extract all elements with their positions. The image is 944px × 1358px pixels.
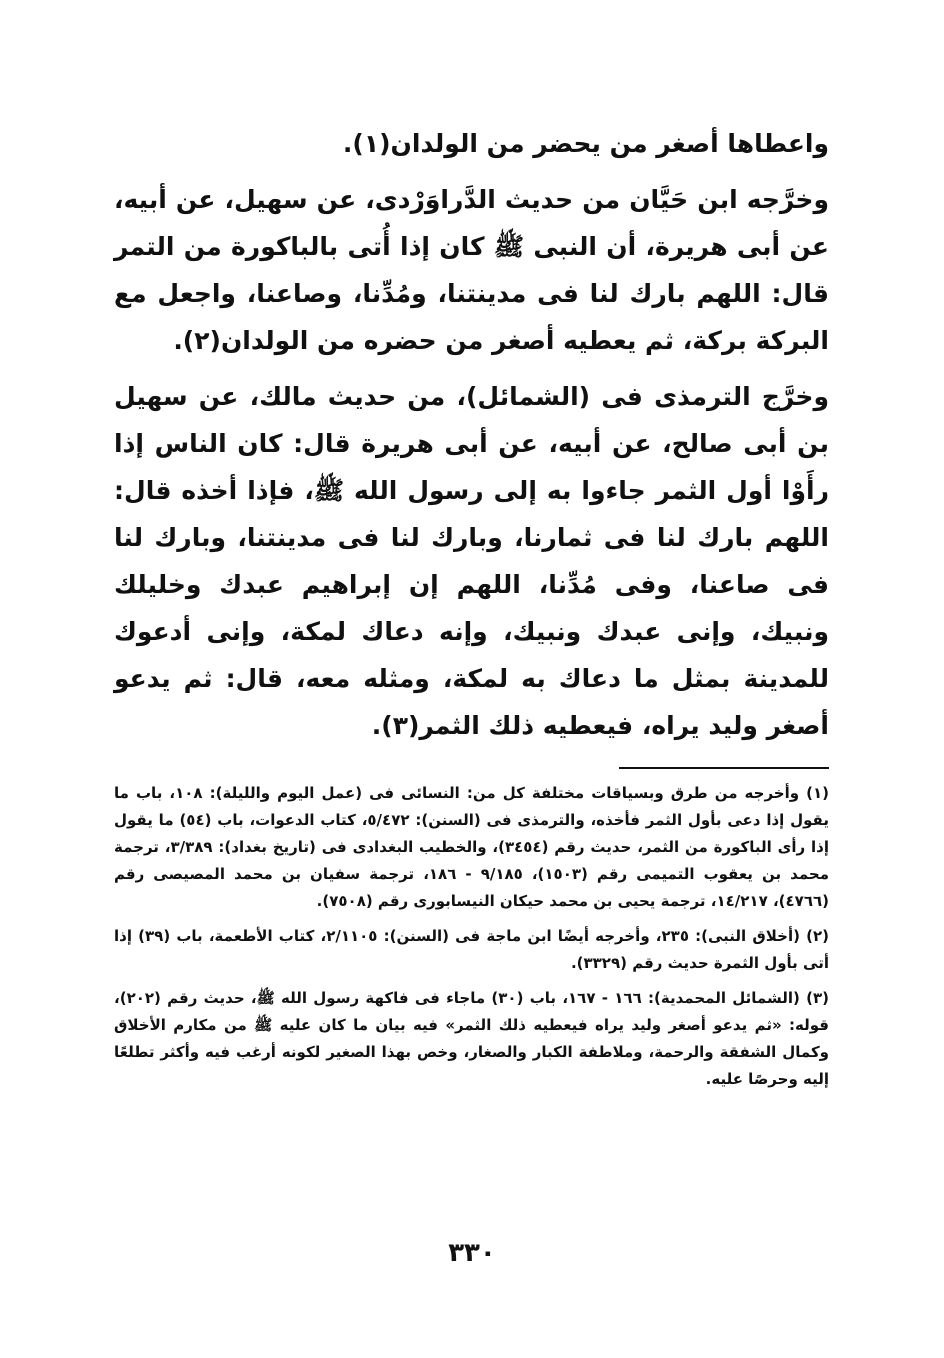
footnote-1: (١) وأخرجه من طرق وبسياقات مختلفة كل من: النسائى فى (عمل اليوم والليلة): ١٠٨، باب ما يقول إذا دعى بأول الثمر فأخذه، والترمذى فى (السنن): ٥/٤٧٢، كتاب الدعوات، باب (٥٤) ما يقول إذا رأى الباكورة من الثمر، حديث رقم (٣٤٥٤)، والخطيب البغدادى فى (تاريخ بغداد): ٣/٣٨٩، ترجمة محمد بن يعقوب التميمى رقم (١٥٠٣)، ٩/١٨٥ - ١٨٦، ترجمة سفيان بن محمد المصيصى رقم (٤٧٦٦)، ١٤/٢١٧، ترجمة يحيى بن محمد حيكان النيسابورى رقم (٧٥٠٨). — [114, 784, 830, 910]
paragraph-2: وخرَّجه ابن حَيَّان من حديث الدَّراوَرْدى، عن سهيل، عن أبيه، عن أبى هريرة، أن النبى ﷺ كان إذا أُتى بالباكورة من التمر قال: اللهم بارك لنا فى مدينتنا، ومُدِّنا، وصاعنا، واجعل مع البركة بركة، ثم يعطيه أصغر من حضره من الولدان(٢). — [114, 185, 829, 355]
page-number: ٣٣٠ — [448, 1238, 496, 1268]
paragraph-3: وخرَّج الترمذى فى (الشمائل)، من حديث مالك، عن سهيل بن أبى صالح، عن أبيه، عن أبى هريرة قال: كان الناس إذا رأَوْا أول الثمر جاءوا به إلى رسول الله ﷺ، فإذا أخذه قال: اللهم بارك لنا فى ثمارنا، وبارك لنا فى مدينتنا، وبارك لنا فى صاعنا، وفى مُدِّنا، اللهم إن إبراهيم عبدك وخليلك ونبيك، وإنى عبدك ونبيك، وإنه دعاك لمكة، وإنى أدعوك للمدينة بمثل ما دعاك به لمكة، ومثله معه، قال: ثم يدعو أصغر وليد يراه، فيعطيه ذلك الثمر(٣). — [114, 382, 829, 740]
footnotes — [114, 780, 829, 1101]
footnote-separator — [619, 767, 829, 769]
footnote-3: (٣) (الشمائل المحمدية): ١٦٦ - ١٦٧، باب (٣٠) ماجاء فى فاكهة رسول الله ﷺ، حديث رقم (٢٠٢)، قوله: «ثم يدعو أصغر وليد يراه فيعطيه ذلك الثمر» فيه بيان ما كان عليه ﷺ من مكارم الأخلاق وكمال الشفقة والرحمة، وملاطفة الكبار والصغار، وخص بهذا الصغير لكونه أرغب فيه وأكثر تطلعًا إليه وحرصًا عليه. — [114, 989, 829, 1088]
main-text — [114, 120, 829, 749]
footnote-2: (٢) (أخلاق النبى): ٢٣٥، وأخرجه أيضًا ابن ماجة فى (السنن): ٢/١١٠٥، كتاب الأطعمة، باب (٣٩) إذا أتى بأول الثمرة حديث رقم (٣٣٢٩). — [114, 927, 830, 972]
paragraph-1: واعطاها أصغر من يحضر من الولدان(١). — [342, 129, 829, 158]
